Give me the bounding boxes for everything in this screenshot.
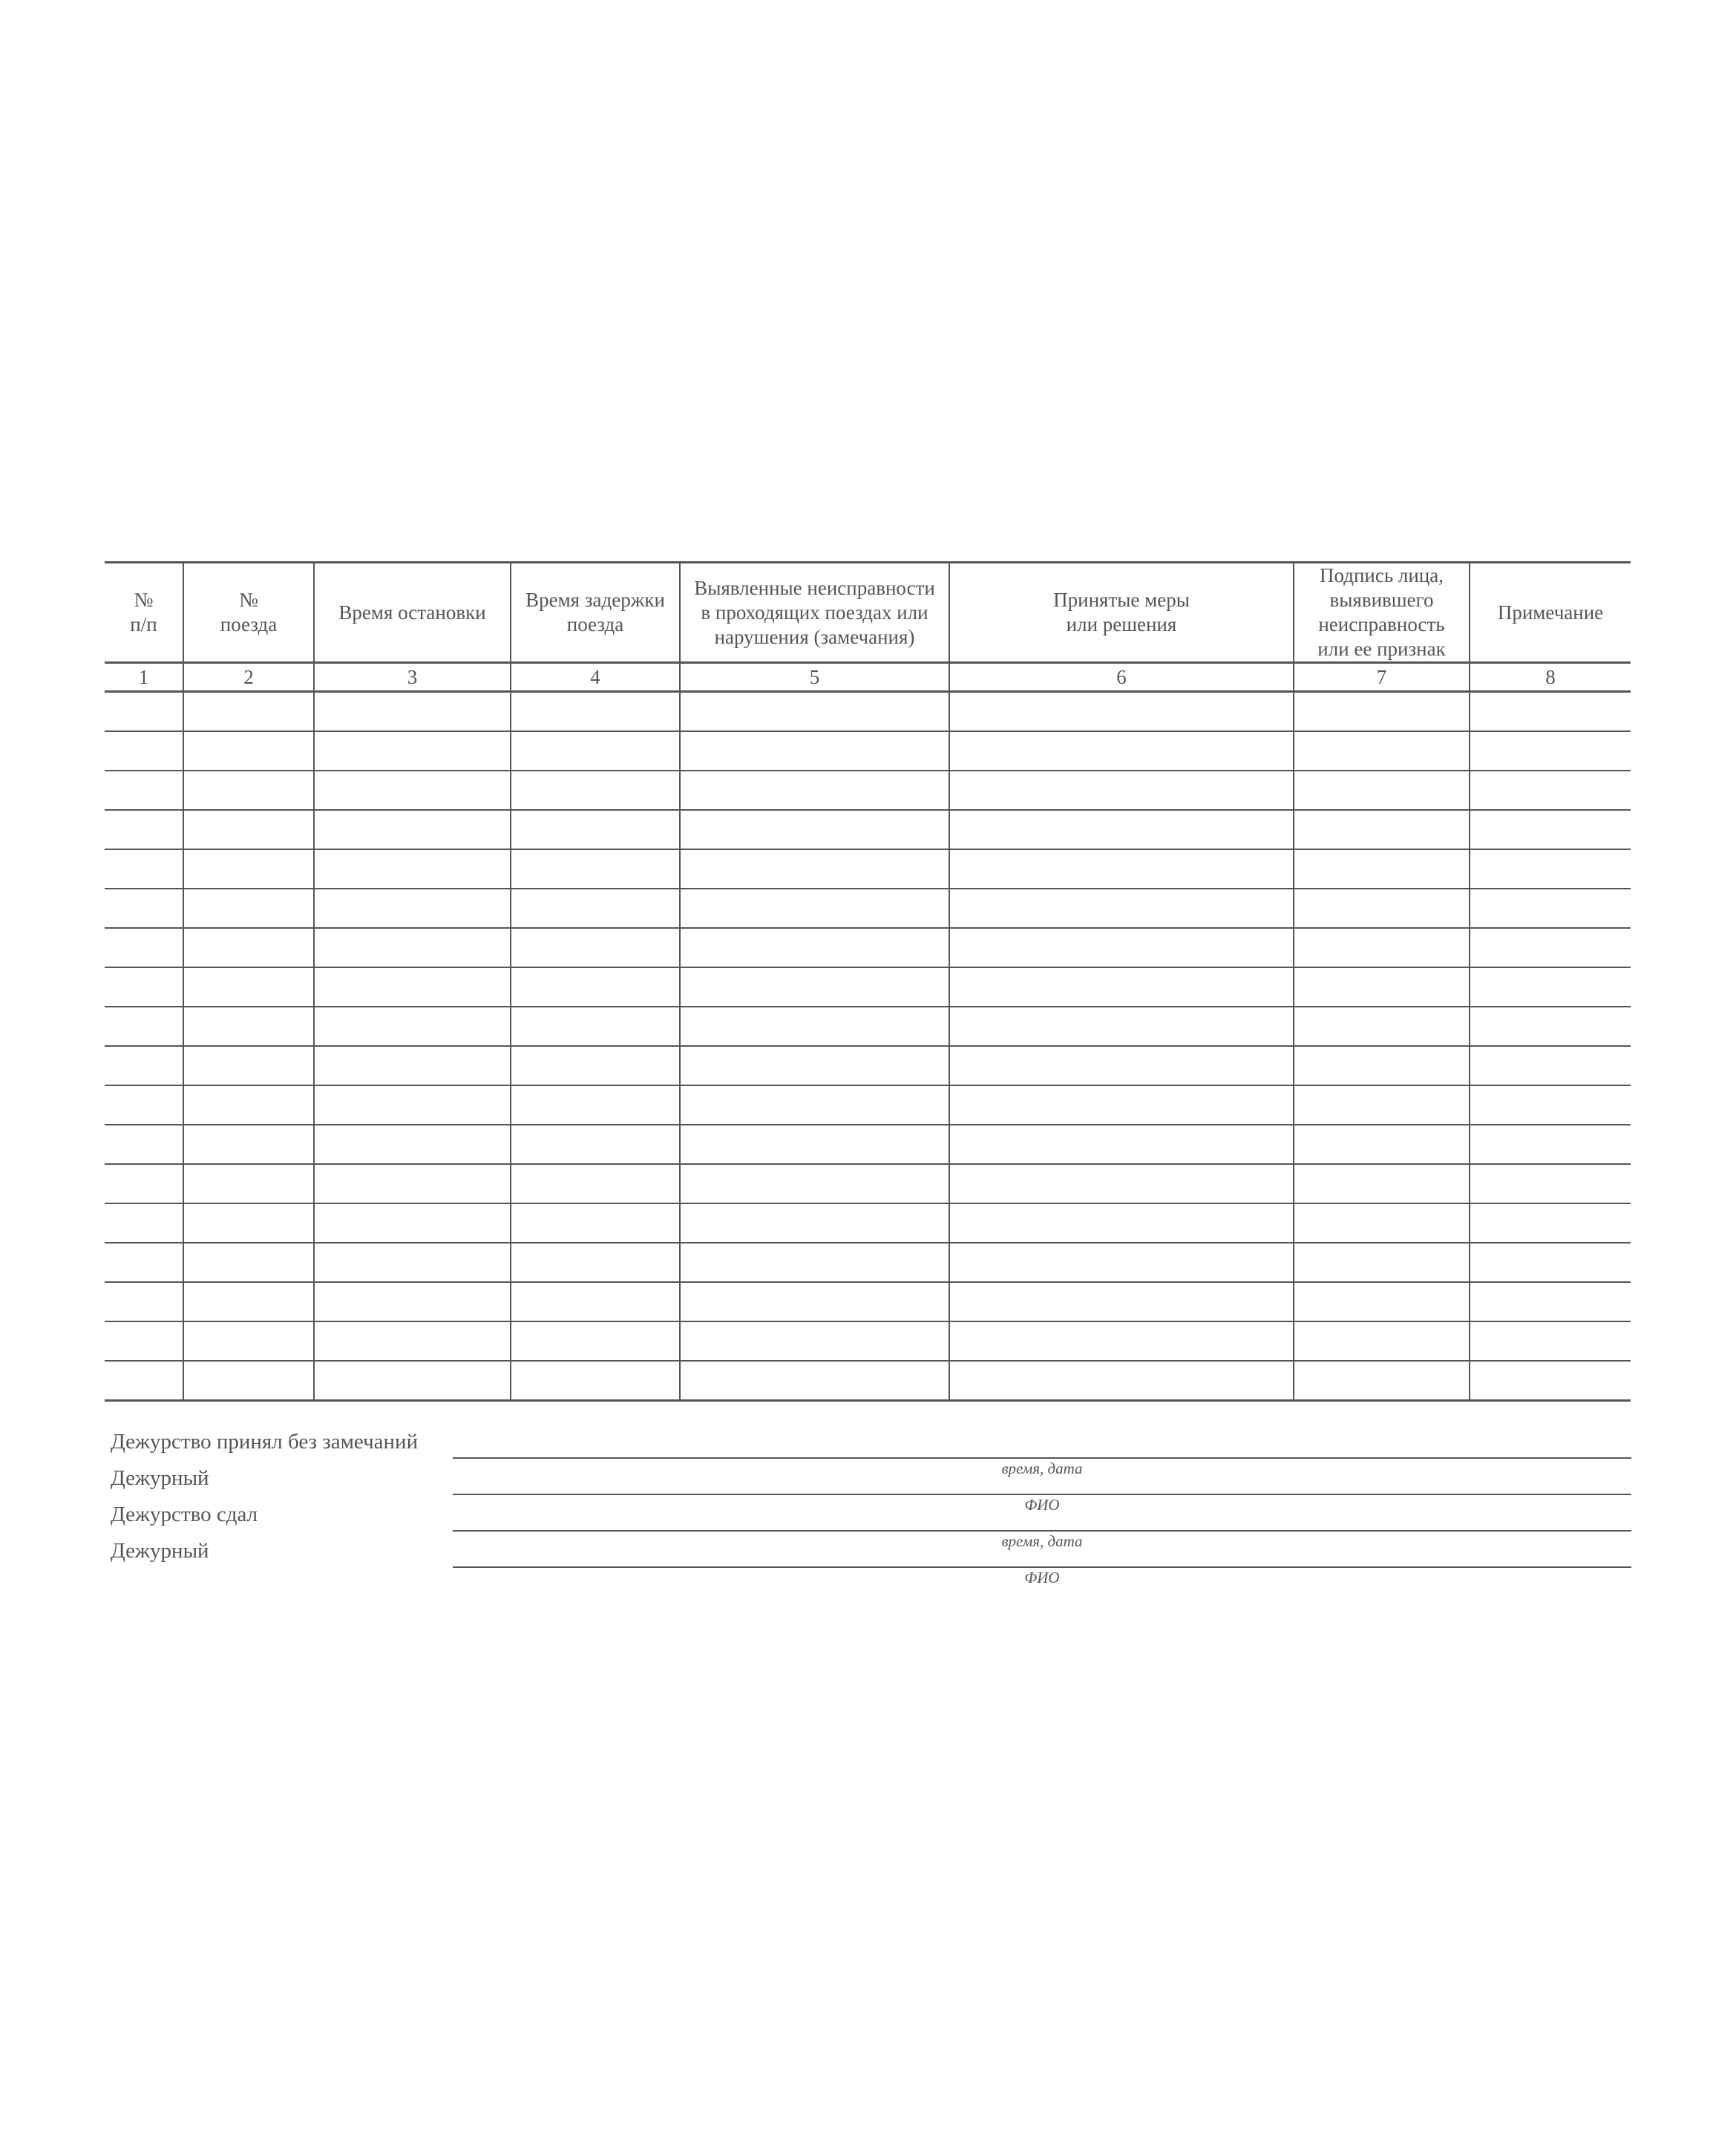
table-cell[interactable]: [183, 1282, 314, 1321]
table-cell[interactable]: [1470, 771, 1631, 810]
table-cell[interactable]: [680, 928, 949, 967]
column-number: 8: [1470, 663, 1631, 692]
table-cell[interactable]: [680, 889, 949, 928]
table-cell[interactable]: [680, 1203, 949, 1243]
table-cell[interactable]: [511, 1361, 680, 1401]
table-cell[interactable]: [105, 1282, 183, 1321]
table-row: [105, 1125, 1631, 1164]
table-cell[interactable]: [1470, 1361, 1631, 1401]
table-cell[interactable]: [183, 810, 314, 849]
table-cell[interactable]: [511, 1203, 680, 1243]
column-number-row: [105, 663, 1631, 692]
table-cell[interactable]: [680, 1085, 949, 1125]
table-row: [105, 967, 1631, 1007]
accepted-label: Дежурство принял без замечаний: [111, 1430, 419, 1454]
table-cell[interactable]: [183, 1164, 314, 1203]
table-cell[interactable]: [183, 1203, 314, 1243]
table-cell[interactable]: [314, 1164, 511, 1203]
table-cell[interactable]: [183, 731, 314, 771]
table-cell[interactable]: [949, 928, 1294, 967]
table-row: [105, 849, 1631, 889]
header-cell: Подпись лица, выявившего неисправность или ее признак: [1294, 563, 1470, 663]
journal-table: [105, 561, 1631, 1402]
table-cell[interactable]: [183, 1046, 314, 1085]
table-cell[interactable]: [1294, 1007, 1470, 1046]
table-cell[interactable]: [1294, 889, 1470, 928]
table-cell[interactable]: [105, 1125, 183, 1164]
table-cell[interactable]: [1294, 692, 1470, 732]
table-cell[interactable]: [105, 731, 183, 771]
header-cell: Выявленные неисправности в проходящих поездах или нарушения (замечания): [680, 563, 949, 663]
table-cell[interactable]: [680, 731, 949, 771]
header-cell: № п/п: [105, 563, 183, 663]
table-cell[interactable]: [949, 889, 1294, 928]
table-cell[interactable]: [105, 889, 183, 928]
table-cell[interactable]: [314, 889, 511, 928]
header-cell: Время остановки: [314, 563, 511, 663]
table-cell[interactable]: [680, 771, 949, 810]
table-cell[interactable]: [1470, 1203, 1631, 1243]
table-row: [105, 1321, 1631, 1361]
header-cell: Время задержки поезда: [511, 563, 680, 663]
header-cell: Принятые меры или решения: [949, 563, 1294, 663]
table-cell[interactable]: [1294, 1321, 1470, 1361]
table-cell[interactable]: [1470, 731, 1631, 771]
column-number: 5: [680, 663, 949, 692]
table-row: [105, 810, 1631, 849]
column-number: 7: [1294, 663, 1470, 692]
table-cell[interactable]: [511, 1282, 680, 1321]
table-cell[interactable]: [949, 1321, 1294, 1361]
table-row: [105, 1361, 1631, 1401]
table-cell[interactable]: [1294, 849, 1470, 889]
table-cell[interactable]: [183, 1007, 314, 1046]
table-cell[interactable]: [314, 967, 511, 1007]
table-cell[interactable]: [314, 731, 511, 771]
table-cell[interactable]: [511, 1125, 680, 1164]
table-cell[interactable]: [1470, 1085, 1631, 1125]
table-cell[interactable]: [1294, 1125, 1470, 1164]
signature-block: [105, 1429, 1631, 1600]
table-cell[interactable]: [105, 1007, 183, 1046]
table-cell[interactable]: [314, 1321, 511, 1361]
table-cell[interactable]: [183, 928, 314, 967]
table-cell[interactable]: [183, 849, 314, 889]
table-row: [105, 1164, 1631, 1203]
table-cell[interactable]: [1294, 1282, 1470, 1321]
table-cell[interactable]: [680, 692, 949, 732]
table-cell[interactable]: [949, 1282, 1294, 1321]
duty-officer-2-signature-line[interactable]: [453, 1566, 1631, 1568]
table-cell[interactable]: [511, 1321, 680, 1361]
table-cell[interactable]: [680, 1007, 949, 1046]
table-cell[interactable]: [105, 1164, 183, 1203]
table-cell[interactable]: [511, 967, 680, 1007]
table-cell[interactable]: [511, 771, 680, 810]
table-cell[interactable]: [314, 1361, 511, 1401]
table-cell[interactable]: [1470, 928, 1631, 967]
table-cell[interactable]: [1294, 1046, 1470, 1085]
table-cell[interactable]: [314, 1203, 511, 1243]
table-cell[interactable]: [1294, 771, 1470, 810]
table-cell[interactable]: [511, 928, 680, 967]
table-cell[interactable]: [949, 810, 1294, 849]
table-cell[interactable]: [105, 1321, 183, 1361]
table-cell[interactable]: [680, 1243, 949, 1282]
duty-officer-2-caption: ФИО: [1024, 1569, 1060, 1586]
table-cell[interactable]: [1294, 967, 1470, 1007]
table-cell[interactable]: [314, 771, 511, 810]
table-cell[interactable]: [1294, 810, 1470, 849]
table-cell[interactable]: [949, 731, 1294, 771]
table-cell[interactable]: [949, 1243, 1294, 1282]
table-row: [105, 1085, 1631, 1125]
table-cell[interactable]: [680, 1164, 949, 1203]
table-cell[interactable]: [949, 1203, 1294, 1243]
table-row: [105, 692, 1631, 732]
table-cell[interactable]: [680, 1046, 949, 1085]
table-cell[interactable]: [1294, 1243, 1470, 1282]
table-cell[interactable]: [105, 1085, 183, 1125]
table-cell[interactable]: [1470, 810, 1631, 849]
table-cell[interactable]: [1470, 1046, 1631, 1085]
table-cell[interactable]: [105, 810, 183, 849]
table-cell[interactable]: [1294, 731, 1470, 771]
table-cell[interactable]: [680, 1321, 949, 1361]
table-cell[interactable]: [1470, 1243, 1631, 1282]
table-cell[interactable]: [314, 1046, 511, 1085]
table-cell[interactable]: [183, 967, 314, 1007]
table-cell[interactable]: [511, 810, 680, 849]
table-cell[interactable]: [1470, 1125, 1631, 1164]
table-cell[interactable]: [949, 1085, 1294, 1125]
table-cell[interactable]: [183, 889, 314, 928]
table-cell[interactable]: [1470, 889, 1631, 928]
table-cell[interactable]: [183, 1125, 314, 1164]
table-cell[interactable]: [949, 1164, 1294, 1203]
column-number: 2: [183, 663, 314, 692]
table-cell[interactable]: [511, 1085, 680, 1125]
table-cell[interactable]: [105, 771, 183, 810]
table-cell[interactable]: [680, 1282, 949, 1321]
table-cell[interactable]: [183, 1361, 314, 1401]
column-number: 1: [105, 663, 183, 692]
table-cell[interactable]: [1294, 1164, 1470, 1203]
table-row: [105, 928, 1631, 967]
table-cell[interactable]: [511, 1007, 680, 1046]
column-number: 4: [511, 663, 680, 692]
table-cell[interactable]: [680, 1361, 949, 1401]
table-cell[interactable]: [105, 928, 183, 967]
table-cell[interactable]: [511, 1243, 680, 1282]
table-cell[interactable]: [1294, 928, 1470, 967]
table-cell[interactable]: [314, 1243, 511, 1282]
table-row: [105, 1046, 1631, 1085]
table-cell[interactable]: [1470, 1164, 1631, 1203]
table-cell[interactable]: [1470, 1282, 1631, 1321]
duty-officer-1-caption: ФИО: [1024, 1496, 1060, 1514]
table-cell[interactable]: [105, 1243, 183, 1282]
header-row: [105, 563, 1631, 663]
duty-officer-1-label: Дежурный: [111, 1466, 209, 1490]
table-row: [105, 889, 1631, 928]
table-cell[interactable]: [314, 810, 511, 849]
column-number: 6: [949, 663, 1294, 692]
table-cell[interactable]: [314, 849, 511, 889]
table-cell[interactable]: [105, 1046, 183, 1085]
table-cell[interactable]: [105, 967, 183, 1007]
table-cell[interactable]: [183, 771, 314, 810]
table-cell[interactable]: [183, 1321, 314, 1361]
table-cell[interactable]: [105, 1361, 183, 1401]
table-cell[interactable]: [314, 1007, 511, 1046]
table-cell[interactable]: [183, 1085, 314, 1125]
table-row: [105, 1203, 1631, 1243]
table-row: [105, 771, 1631, 810]
table-cell[interactable]: [949, 1046, 1294, 1085]
table-cell[interactable]: [1294, 1085, 1470, 1125]
table-cell[interactable]: [949, 1361, 1294, 1401]
table-cell[interactable]: [1470, 849, 1631, 889]
table-cell[interactable]: [511, 731, 680, 771]
duty-officer-2-label: Дежурный: [111, 1539, 209, 1563]
table-cell[interactable]: [183, 1243, 314, 1282]
table-cell[interactable]: [105, 849, 183, 889]
column-number: 3: [314, 663, 511, 692]
table-cell[interactable]: [183, 692, 314, 732]
table-cell[interactable]: [949, 1007, 1294, 1046]
table-cell[interactable]: [949, 692, 1294, 732]
table-cell[interactable]: [511, 692, 680, 732]
duty-officer-1-signature-line[interactable]: [453, 1494, 1631, 1495]
table-cell[interactable]: [680, 1125, 949, 1164]
header-cell: № поезда: [183, 563, 314, 663]
table-cell[interactable]: [949, 1125, 1294, 1164]
accepted-caption: время, дата: [1001, 1460, 1083, 1477]
table-cell[interactable]: [314, 928, 511, 967]
table-cell[interactable]: [1470, 692, 1631, 732]
table-row: [105, 1243, 1631, 1282]
table-cell[interactable]: [511, 1164, 680, 1203]
table-cell[interactable]: [105, 1203, 183, 1243]
table-cell[interactable]: [680, 849, 949, 889]
table-cell[interactable]: [511, 889, 680, 928]
accepted-signature-line[interactable]: [453, 1457, 1631, 1459]
handed-over-caption: время, дата: [1001, 1532, 1083, 1550]
table-cell[interactable]: [680, 810, 949, 849]
table-cell[interactable]: [314, 1125, 511, 1164]
handed-over-signature-line[interactable]: [453, 1530, 1631, 1532]
table-cell[interactable]: [1470, 1007, 1631, 1046]
header-cell: Примечание: [1470, 563, 1631, 663]
table-cell[interactable]: [1470, 967, 1631, 1007]
table-cell[interactable]: [1294, 1361, 1470, 1401]
table-cell[interactable]: [949, 849, 1294, 889]
table-cell[interactable]: [949, 771, 1294, 810]
table-cell[interactable]: [680, 967, 949, 1007]
table-cell[interactable]: [511, 849, 680, 889]
handed-over-label: Дежурство сдал: [111, 1503, 258, 1526]
table-cell[interactable]: [1470, 1321, 1631, 1361]
table-cell[interactable]: [314, 1282, 511, 1321]
table-row: [105, 1007, 1631, 1046]
table-cell[interactable]: [949, 967, 1294, 1007]
table-body: [105, 692, 1631, 1401]
table-cell[interactable]: [1294, 1203, 1470, 1243]
table-cell[interactable]: [314, 692, 511, 732]
table-cell[interactable]: [105, 692, 183, 732]
table-row: [105, 731, 1631, 771]
table-cell[interactable]: [314, 1085, 511, 1125]
table-cell[interactable]: [511, 1046, 680, 1085]
table-row: [105, 1282, 1631, 1321]
